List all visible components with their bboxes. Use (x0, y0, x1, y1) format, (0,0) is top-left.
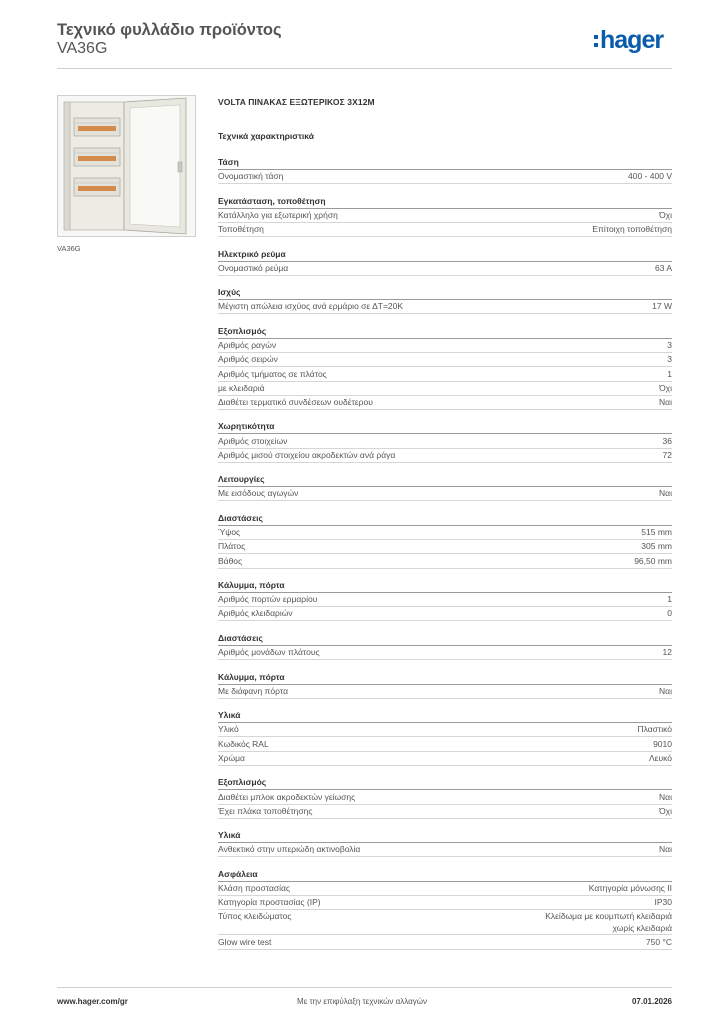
spec-row (218, 843, 672, 857)
spec-group (218, 631, 672, 660)
spec-row (218, 752, 672, 766)
spec-group (218, 247, 672, 276)
spec-row (218, 882, 672, 896)
spec-row (218, 607, 672, 621)
spec-value: 17 W (652, 301, 672, 312)
spec-label: Αριθμός κλειδαριών (218, 608, 293, 619)
spec-value: Όχι (659, 382, 672, 393)
spec-row (218, 723, 672, 737)
spec-label: Με διάφανη πόρτα (218, 685, 288, 696)
spec-value: 515 mm (641, 527, 672, 538)
spec-value: 1 (667, 594, 672, 605)
spec-value: 9010 (653, 738, 672, 749)
spec-row (218, 737, 672, 751)
spec-label: Ονομαστικό ρεύμα (218, 262, 289, 273)
spec-row (218, 449, 672, 463)
spec-group-title: Διαστάσεις (218, 631, 672, 646)
spec-group (218, 578, 672, 621)
spec-label: Ονομαστική τάση (218, 171, 284, 182)
spec-value: 72 (662, 449, 672, 460)
spec-row (218, 526, 672, 540)
footer-date: 07.01.2026 (631, 997, 672, 1006)
spec-value: 3 (667, 354, 672, 365)
spec-label: Αριθμός μονάδων πλάτους (218, 647, 320, 658)
footer-notice: Με την επιφύλαξη τεχνικών αλλαγών (297, 997, 427, 1006)
spec-group-title: Διαστάσεις (218, 511, 672, 526)
spec-group-title: Υλικά (218, 708, 672, 723)
spec-group (218, 708, 672, 766)
spec-group-title: Λειτουργίες (218, 472, 672, 487)
header-divider (57, 68, 672, 69)
spec-group (218, 867, 672, 950)
spec-label: Αριθμός ραγών (218, 340, 277, 351)
logo-dots-icon (594, 35, 598, 47)
spec-label: Τοποθέτηση (218, 224, 264, 235)
spec-value: 3 (667, 340, 672, 351)
enclosure-illustration (58, 96, 195, 236)
spec-label: Αριθμός τμήματος σε πλάτος (218, 368, 327, 379)
spec-value: Ναι (659, 685, 672, 696)
spec-group-title: Υλικά (218, 828, 672, 843)
spec-row (218, 935, 672, 949)
spec-group-title: Κάλυμμα, πόρτα (218, 578, 672, 593)
spec-label: Μέγιστη απώλεια ισχύος ανά ερμάριο σε ΔT=20K (218, 301, 404, 312)
spec-row (218, 646, 672, 660)
image-caption: VA36G (57, 244, 81, 253)
product-image (57, 95, 196, 237)
spec-label: Πλάτος (218, 541, 246, 552)
spec-group-title: Εξοπλισμός (218, 775, 672, 790)
spec-value: 1 (667, 368, 672, 379)
spec-group-title: Ασφάλεια (218, 867, 672, 882)
spec-row (218, 790, 672, 804)
spec-group (218, 775, 672, 818)
product-name: VOLTA ΠΙΝΑΚΑΣ ΕΞΩΤΕΡΙΚΟΣ 3X12M (218, 97, 375, 107)
spec-row (218, 367, 672, 381)
spec-row (218, 223, 672, 237)
spec-label: Με εισόδους αγωγών (218, 488, 299, 499)
spec-value: 305 mm (641, 541, 672, 552)
spec-row (218, 685, 672, 699)
spec-value: Ναι (659, 844, 672, 855)
spec-label: Υλικό (218, 724, 239, 735)
spec-value: IP30 (654, 897, 672, 908)
spec-group-title: Κάλυμμα, πόρτα (218, 670, 672, 685)
spec-label: Αριθμός μισού στοιχείου ακροδεκτών ανά ράγα (218, 449, 396, 460)
spec-value: Ναι (659, 791, 672, 802)
spec-value: Ναι (659, 488, 672, 499)
spec-row (218, 396, 672, 410)
spec-row (218, 896, 672, 910)
spec-row (218, 434, 672, 448)
spec-group-title: Τάση (218, 155, 672, 170)
spec-label: Ανθεκτικό στην υπεριώδη ακτινοβολία (218, 844, 361, 855)
spec-label: Κλάση προστασίας (218, 883, 291, 894)
spec-group (218, 155, 672, 184)
spec-value: Ναι (659, 396, 672, 407)
spec-row (218, 554, 672, 568)
product-code: VA36G (57, 40, 108, 57)
spec-row (218, 353, 672, 367)
spec-label: με κλειδαριά (218, 382, 265, 393)
spec-label: Κατάλληλο για εξωτερική χρήση (218, 209, 338, 220)
spec-label: Έχει πλάκα τοποθέτησης (218, 805, 313, 816)
spec-label: Αριθμός πορτών ερμαρίου (218, 594, 318, 605)
spec-label: Χρώμα (218, 752, 245, 763)
spec-value: Πλαστικό (637, 724, 672, 735)
spec-label: Αριθμός στοιχείων (218, 435, 288, 446)
hager-logo (594, 26, 663, 54)
spec-group (218, 828, 672, 857)
document-title: Τεχνικό φυλλάδιο προϊόντος (57, 21, 282, 39)
spec-value: 12 (662, 647, 672, 658)
spec-group (218, 324, 672, 410)
spec-section (218, 95, 672, 959)
spec-label: Κατηγορία προστασίας (IP) (218, 897, 321, 908)
spec-row (218, 170, 672, 184)
spec-label: Βάθος (218, 555, 243, 566)
tech-specs-title: Τεχνικά χαρακτηριστικά (218, 131, 314, 141)
spec-label: Διαθέτει μπλοκ ακροδεκτών γείωσης (218, 791, 356, 802)
spec-row (218, 540, 672, 554)
spec-row (218, 262, 672, 276)
logo-text: hager (600, 26, 664, 54)
footer-divider (57, 987, 672, 988)
spec-value: 750 °C (645, 936, 672, 947)
spec-row (218, 910, 672, 935)
spec-row (218, 382, 672, 396)
spec-value: Επίτοιχη τοποθέτηση (592, 224, 672, 235)
spec-row (218, 593, 672, 607)
spec-label: Glow wire test (218, 936, 272, 947)
spec-value: 0 (667, 608, 672, 619)
spec-value: 96,50 mm (634, 555, 672, 566)
spec-group-title: Εξοπλισμός (218, 324, 672, 339)
spec-group (218, 285, 672, 314)
spec-group-title: Ηλεκτρικό ρεύμα (218, 247, 672, 262)
spec-value: Όχι (659, 805, 672, 816)
spec-label: Αριθμός σειρών (218, 354, 278, 365)
footer-website: www.hager.com/gr (57, 997, 128, 1006)
spec-group (218, 511, 672, 569)
spec-row (218, 209, 672, 223)
spec-value: Κατηγορία μόνωσης II (588, 883, 672, 894)
spec-row (218, 487, 672, 501)
spec-value: Όχι (659, 209, 672, 220)
spec-label: Κωδικός RAL (218, 738, 269, 749)
spec-label: Ύψος (218, 527, 241, 538)
spec-row (218, 805, 672, 819)
spec-value: Κλείδωμα με κουμπωτή κλειδαριά χωρίς κλειδαριά (545, 911, 672, 933)
spec-value: Λευκό (649, 752, 672, 763)
spec-label: Διαθέτει τερματικό συνδέσεων ουδέτερου (218, 396, 373, 407)
spec-group (218, 419, 672, 462)
spec-group (218, 670, 672, 699)
spec-value: 63 A (654, 262, 672, 273)
spec-row (218, 300, 672, 314)
spec-value: 36 (662, 435, 672, 446)
spec-group-title: Χωρητικότητα (218, 419, 672, 434)
spec-group-title: Εγκατάσταση, τοποθέτηση (218, 194, 672, 209)
spec-groups (218, 155, 672, 950)
spec-row (218, 339, 672, 353)
spec-group (218, 194, 672, 237)
spec-group-title: Ισχύς (218, 285, 672, 300)
spec-label: Τύπος κλειδώματος (218, 911, 292, 922)
spec-value: 400 - 400 V (628, 171, 672, 182)
spec-group (218, 472, 672, 501)
